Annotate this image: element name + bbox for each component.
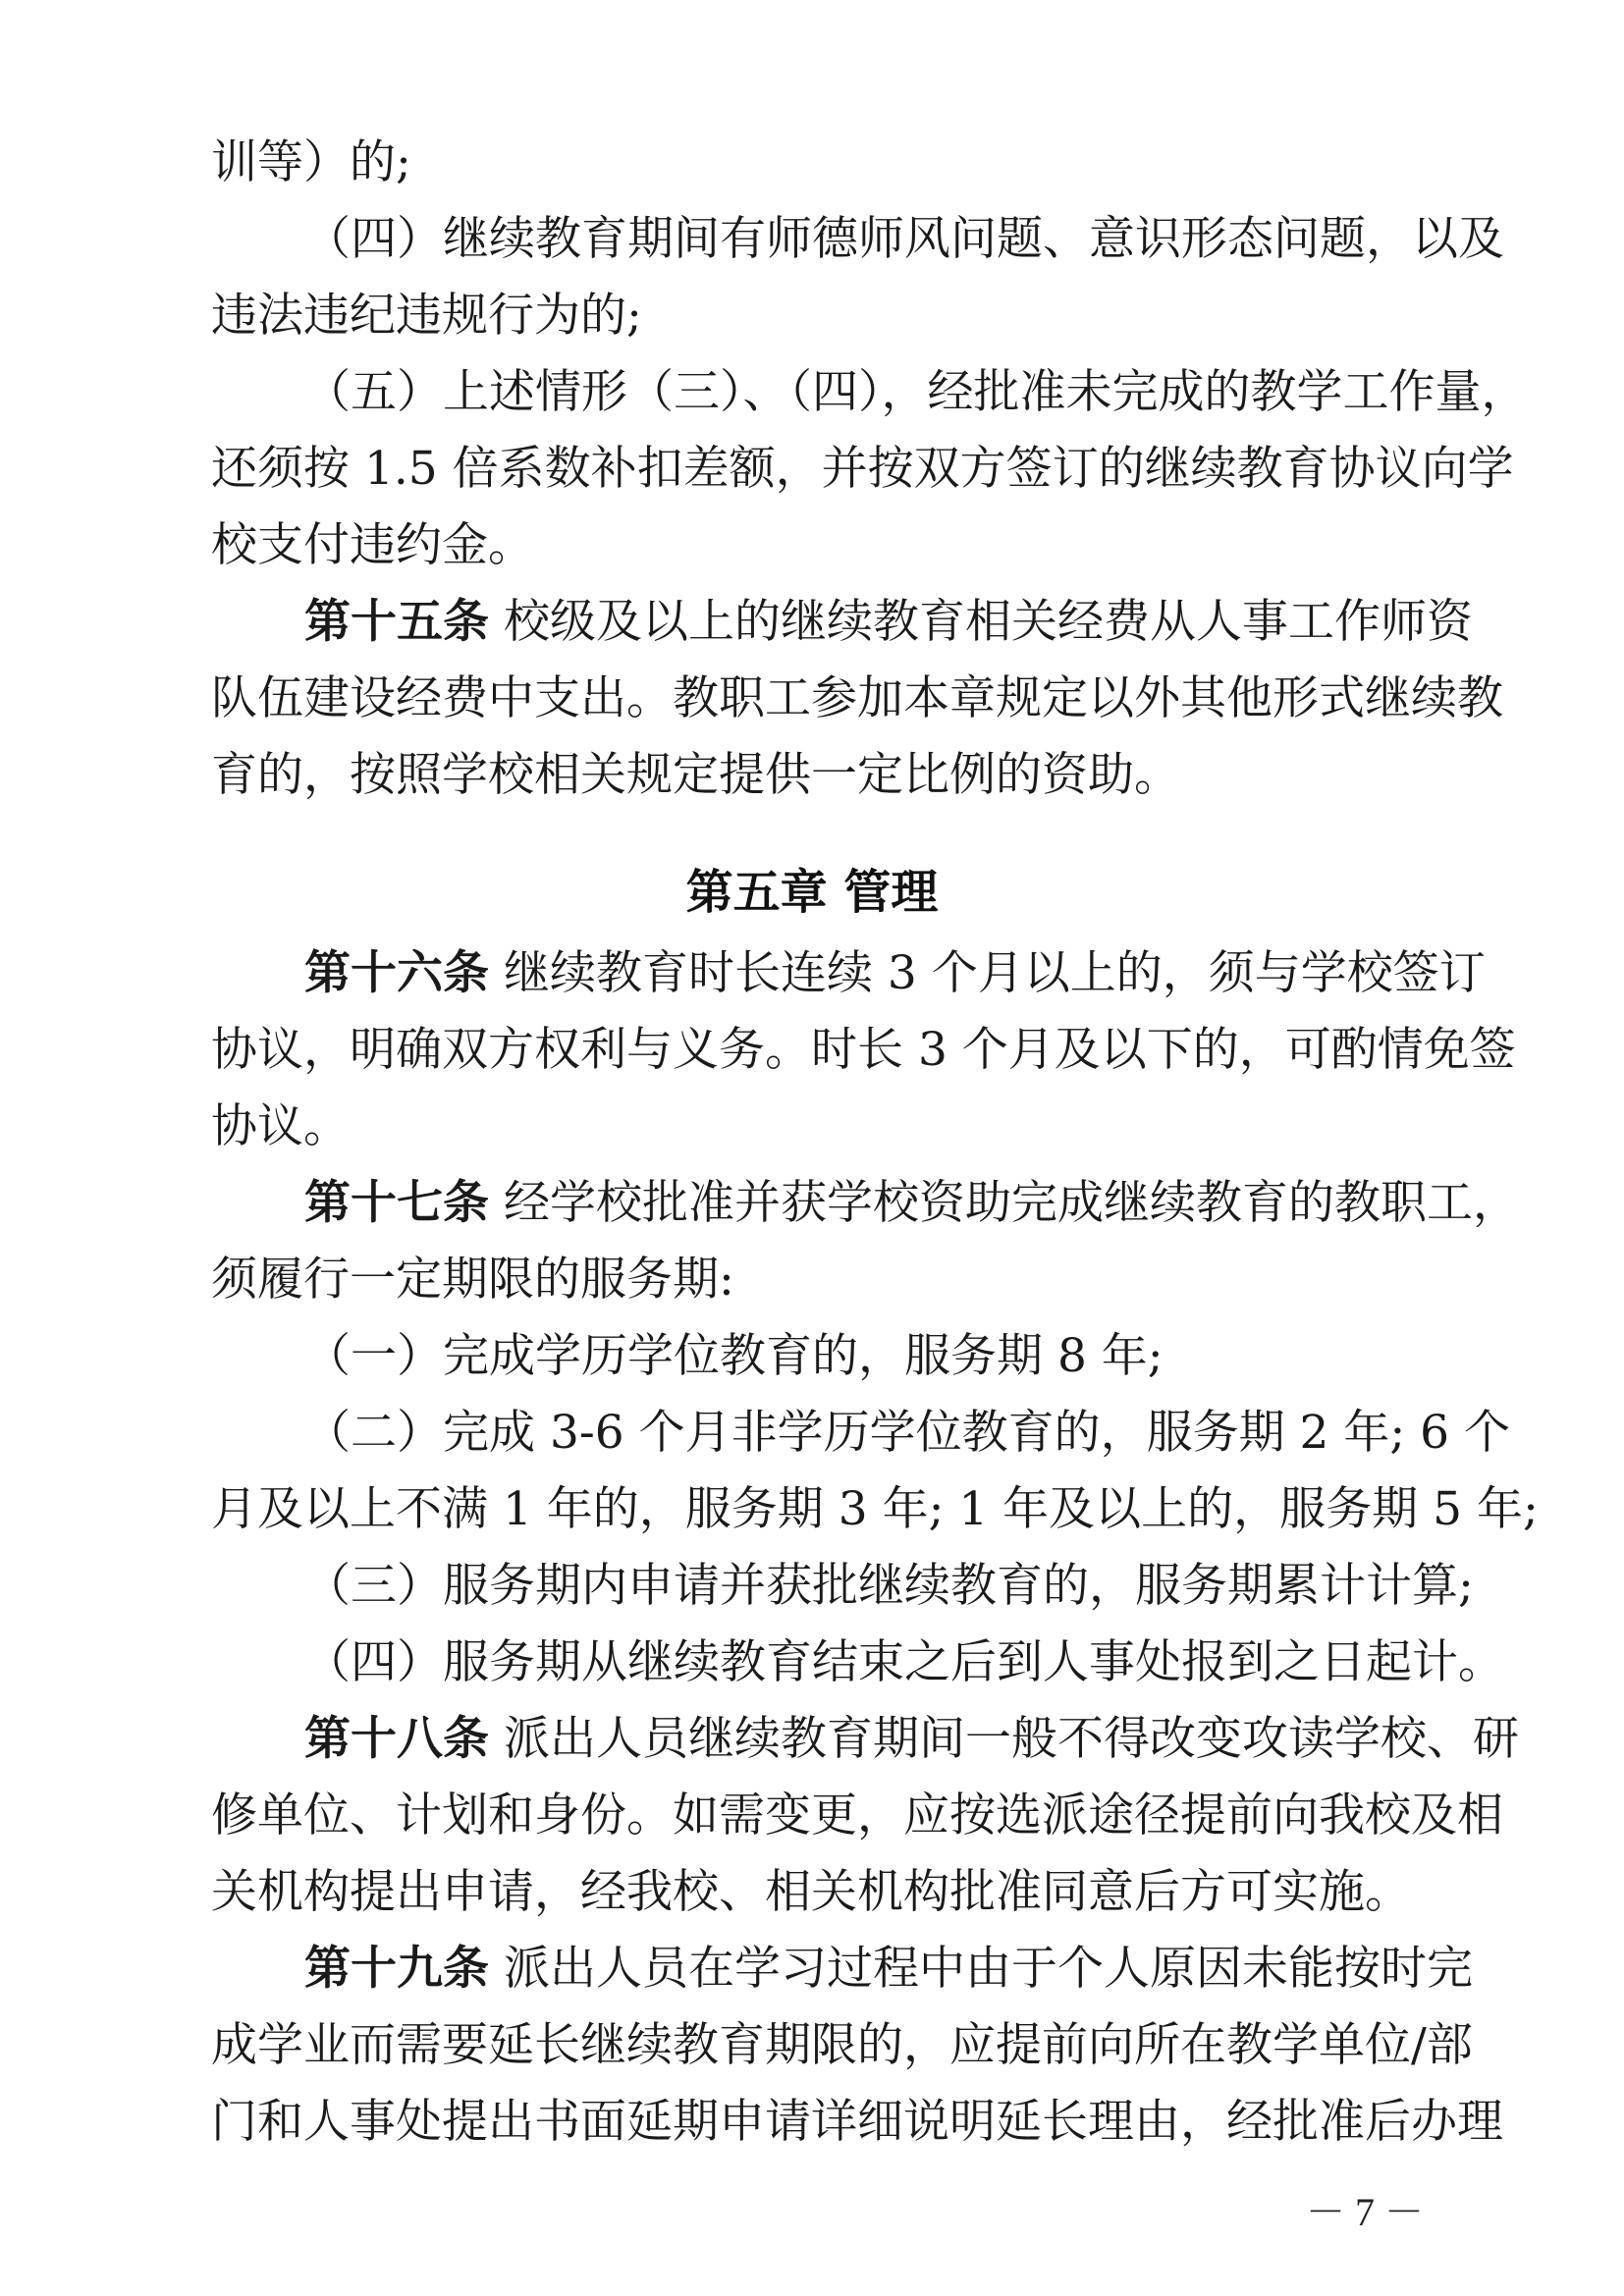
text-line: 成学业而需要延长继续教育期限的，应提前向所在教学单位/部 bbox=[211, 2018, 1473, 2072]
article-19-line bbox=[304, 1942, 1473, 1996]
text-line: （四）继续教育期间有师德师风问题、意识形态问题，以及 bbox=[304, 212, 1504, 266]
chapter-heading: 第五章 管理 bbox=[685, 865, 939, 920]
article-text: 校级及以上的继续教育相关经费从人事工作师资 bbox=[503, 595, 1473, 649]
text-line: 训等）的; bbox=[211, 135, 411, 189]
article-label: 第十八条 bbox=[304, 1712, 489, 1766]
page-number: － 7 － bbox=[1306, 2190, 1424, 2234]
article-text: 经学校批准并获学校资助完成继续教育的教职工， bbox=[503, 1176, 1519, 1230]
article-18-line bbox=[304, 1712, 1519, 1766]
text-line: 月及以上不满 1 年的，服务期 3 年; 1 年及以上的，服务期 5 年; bbox=[211, 1482, 1539, 1536]
text-line: 违法违纪违规行为的; bbox=[211, 289, 642, 343]
text-line: （四）服务期从继续教育结束之后到人事处报到之日起计。 bbox=[304, 1635, 1504, 1689]
article-text: 派出人员继续教育期间一般不得改变攻读学校、研 bbox=[503, 1712, 1519, 1766]
article-label: 第十五条 bbox=[304, 595, 489, 649]
text-line: 协议。 bbox=[211, 1099, 350, 1153]
text-line: （三）服务期内申请并获批继续教育的，服务期累计计算; bbox=[304, 1559, 1474, 1613]
article-17-line bbox=[304, 1176, 1519, 1230]
article-15-line bbox=[304, 595, 1473, 649]
text-line: 关机构提出申请，经我校、相关机构批准同意后方可实施。 bbox=[211, 1865, 1411, 1919]
text-line: （二）完成 3-6 个月非学历学位教育的，服务期 2 年; 6 个 bbox=[304, 1406, 1510, 1460]
text-line: 门和人事处提出书面延期申请详细说明延长理由，经批准后办理 bbox=[211, 2095, 1503, 2149]
text-line: 协议，明确双方权利与义务。时长 3 个月及以下的，可酌情免签 bbox=[211, 1023, 1516, 1077]
text-line: 须履行一定期限的服务期: bbox=[211, 1253, 734, 1307]
text-line: 队伍建设经费中支出。教职工参加本章规定以外其他形式继续教 bbox=[211, 671, 1503, 725]
article-16-line bbox=[304, 946, 1486, 1000]
text-line: 修单位、计划和身份。如需变更，应按选派途径提前向我校及相 bbox=[211, 1789, 1503, 1842]
text-line: （一）完成学历学位教育的，服务期 8 年; bbox=[304, 1329, 1164, 1383]
article-label: 第十九条 bbox=[304, 1942, 489, 1996]
article-label: 第十七条 bbox=[304, 1176, 489, 1230]
text-line: 育的，按照学校相关规定提供一定比例的资助。 bbox=[211, 748, 1180, 802]
text-line: 还须按 1.5 倍系数补扣差额，并按双方签订的继续教育协议向学 bbox=[211, 442, 1514, 496]
text-line: 校支付违约金。 bbox=[211, 518, 534, 572]
article-text: 继续教育时长连续 3 个月以上的，须与学校签订 bbox=[503, 946, 1486, 1000]
article-label: 第十六条 bbox=[304, 946, 489, 1000]
article-text: 派出人员在学习过程中由于个人原因未能按时完 bbox=[503, 1942, 1473, 1996]
text-line: （五）上述情形（三）、（四），经批准未完成的教学工作量， bbox=[304, 365, 1528, 419]
